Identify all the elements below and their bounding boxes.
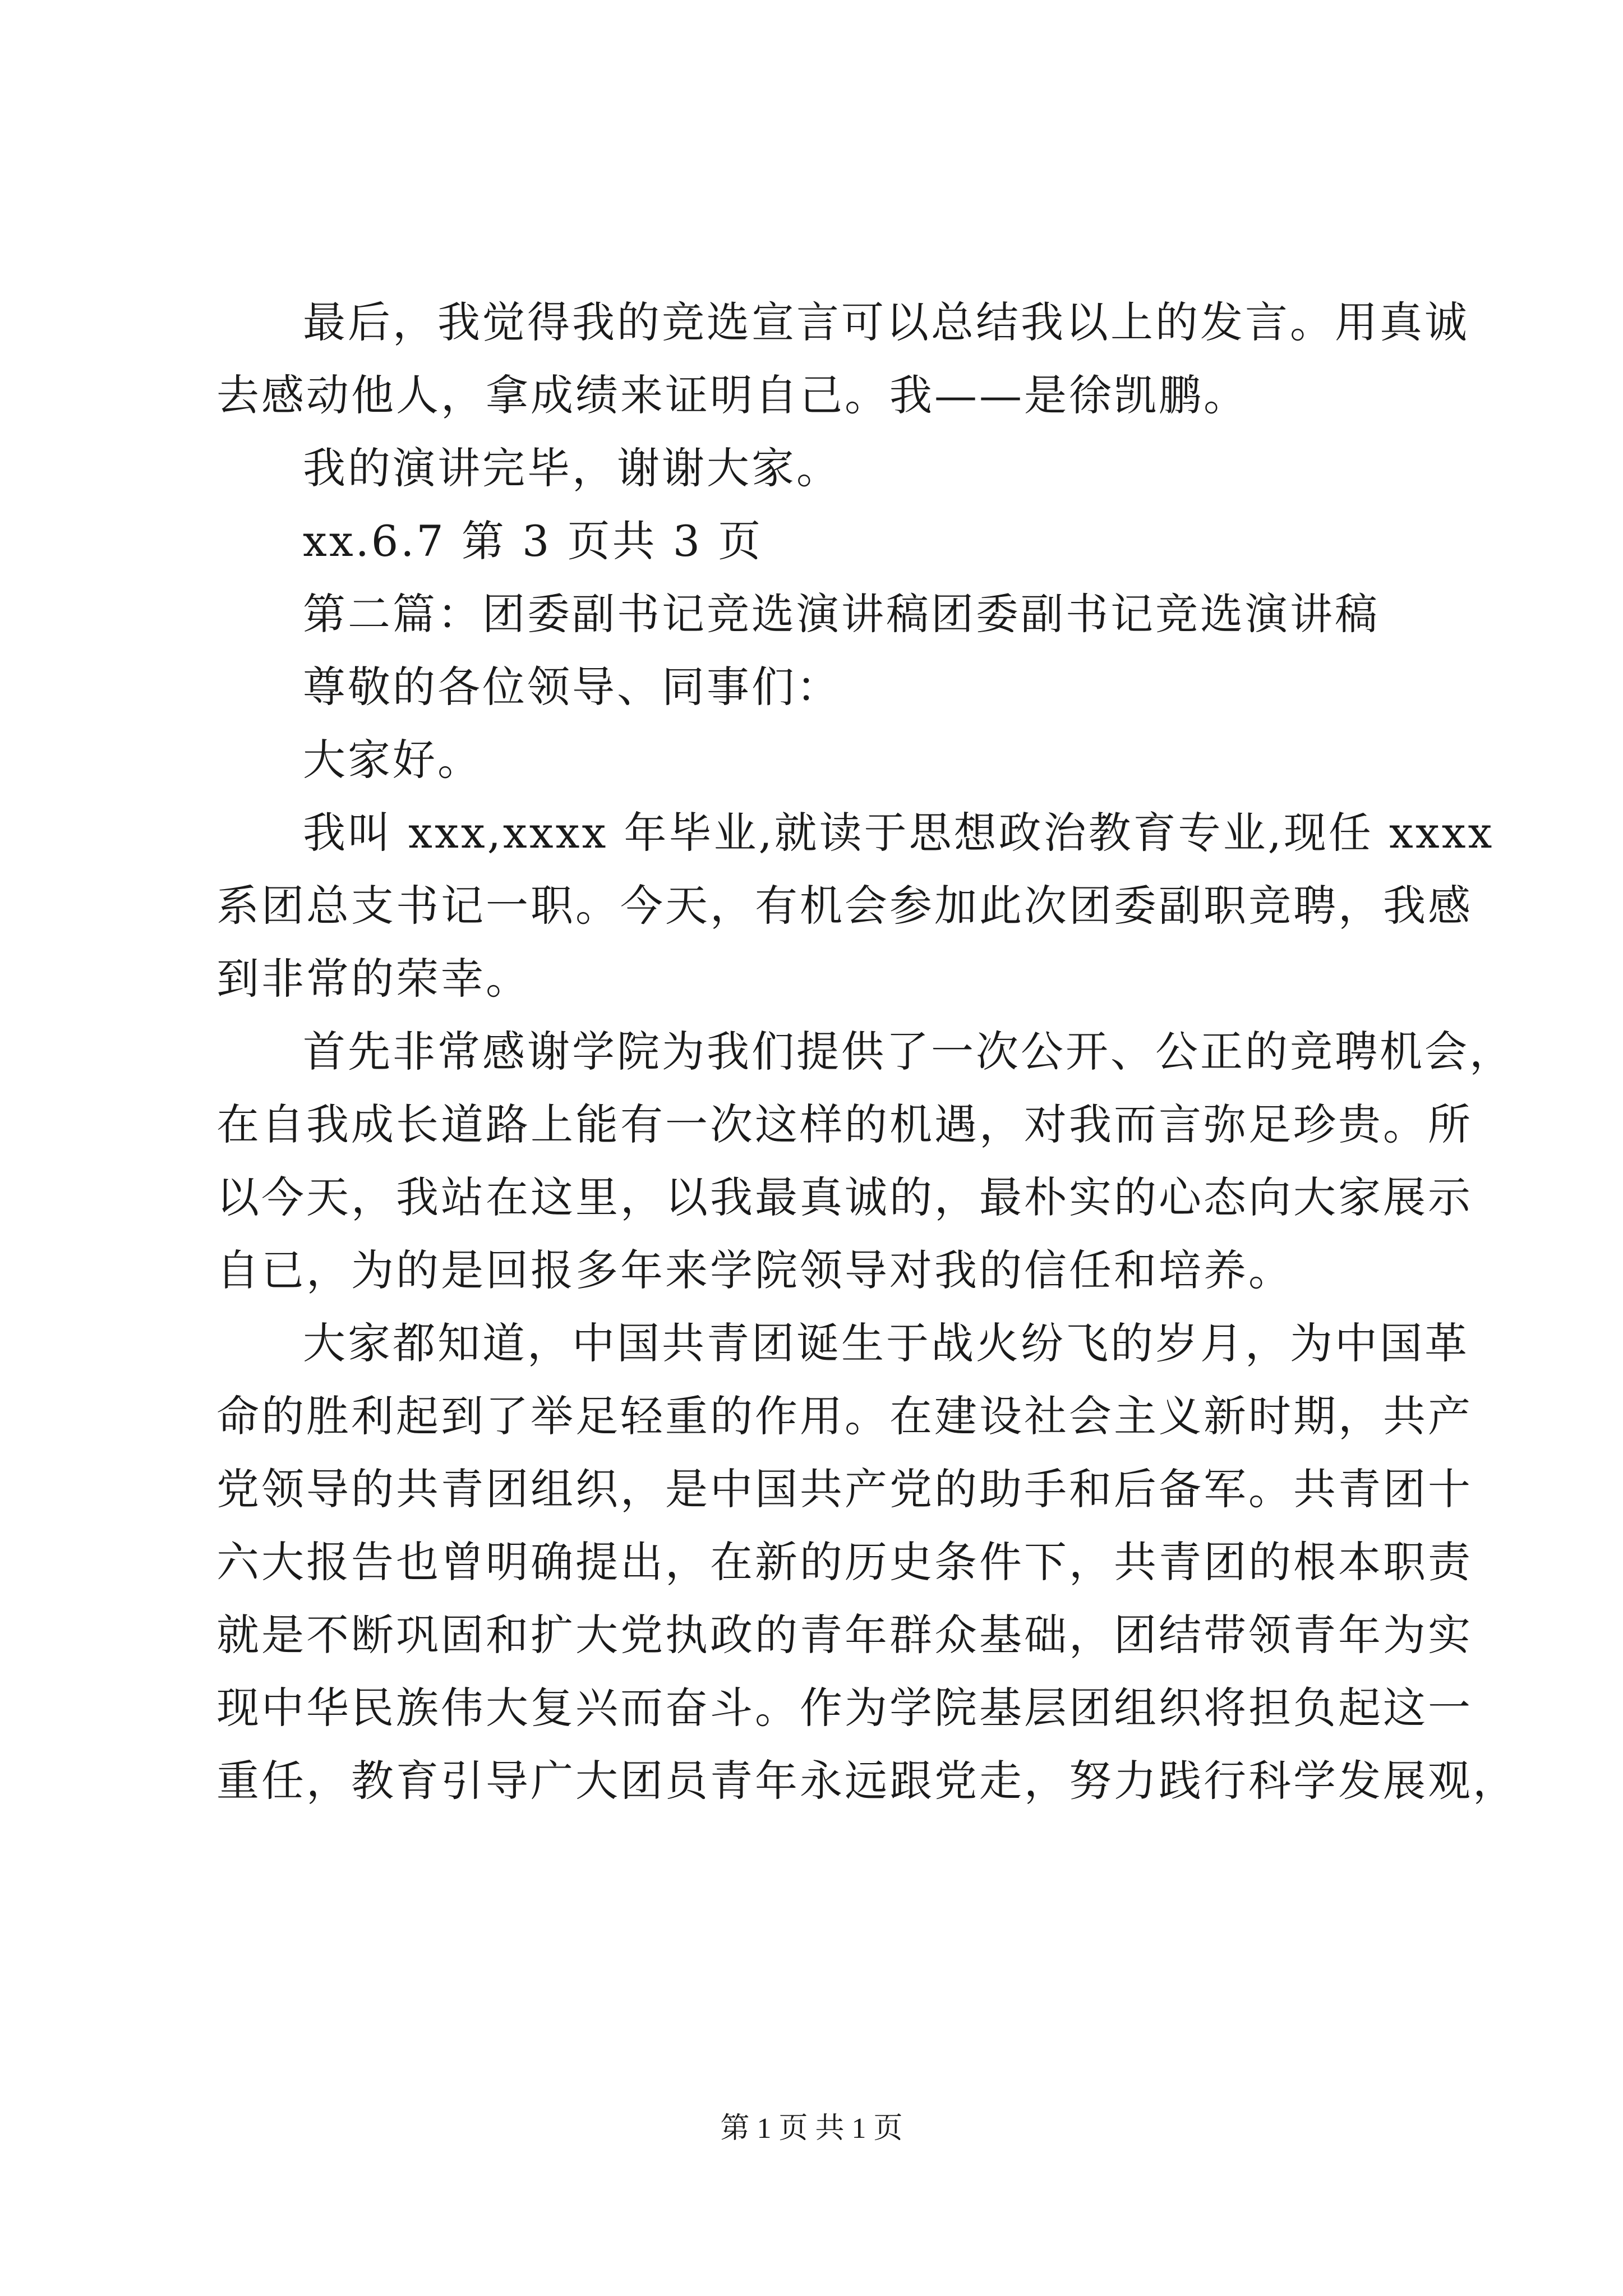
page-number-label: 第 1 页 共 1 页 [720, 2113, 903, 2145]
text-line: 命的胜利起到了举足轻重的作用。在建设社会主义新时期，共产 [216, 1391, 1473, 1441]
text-line: 就是不断巩固和扩大党执政的青年群众基础，团结带领青年为实 [216, 1610, 1473, 1660]
text-line: 最后，我觉得我的竞选宣言可以总结我以上的发言。用真诚 [303, 297, 1469, 347]
text-line: 以今天，我站在这里，以我最真诚的，最朴实的心态向大家展示 [216, 1172, 1473, 1222]
text-line: xx.6.7 第 3 页共 3 页 [303, 516, 763, 566]
text-line: 大家好。 [303, 735, 482, 785]
text-line: 去感动他人，拿成绩来证明自己。我——是徐凯鹏。 [216, 370, 1248, 420]
text-line: 我叫 xxx,xxxx 年毕业,就读于思想政治教育专业,现任 xxxx [303, 808, 1495, 858]
text-line: 大家都知道，中国共青团诞生于战火纷飞的岁月，为中国革 [303, 1318, 1469, 1368]
text-line: 我的演讲完毕，谢谢大家。 [303, 443, 841, 493]
document-body [216, 286, 1518, 1818]
text-line: 在自我成长道路上能有一次这样的机遇，对我而言弥足珍贵。所 [216, 1099, 1473, 1149]
text-line: 尊敬的各位领导、同事们： [303, 662, 841, 712]
text-line: 党领导的共青团组织，是中国共产党的助手和后备军。共青团十 [216, 1464, 1473, 1514]
page-footer [0, 2109, 1623, 2148]
text-line: 六大报告也曾明确提出，在新的历史条件下，共青团的根本职责 [216, 1537, 1473, 1587]
section-heading: 第二篇：团委副书记竞选演讲稿团委副书记竞选演讲稿 [303, 589, 1380, 639]
text-line: 重任，教育引导广大团员青年永远跟党走，努力践行科学发展观， [216, 1756, 1518, 1806]
text-line: 自已，为的是回报多年来学院领导对我的信任和培养。 [216, 1245, 1293, 1295]
text-line: 系团总支书记一职。今天，有机会参加此次团委副职竞聘，我感 [216, 881, 1473, 931]
text-line: 现中华民族伟大复兴而奋斗。作为学院基层团组织将担负起这一 [216, 1683, 1473, 1733]
text-line: 到非常的荣幸。 [216, 954, 531, 1004]
text-line: 首先非常感谢学院为我们提供了一次公开、公正的竞聘机会， [303, 1027, 1514, 1076]
